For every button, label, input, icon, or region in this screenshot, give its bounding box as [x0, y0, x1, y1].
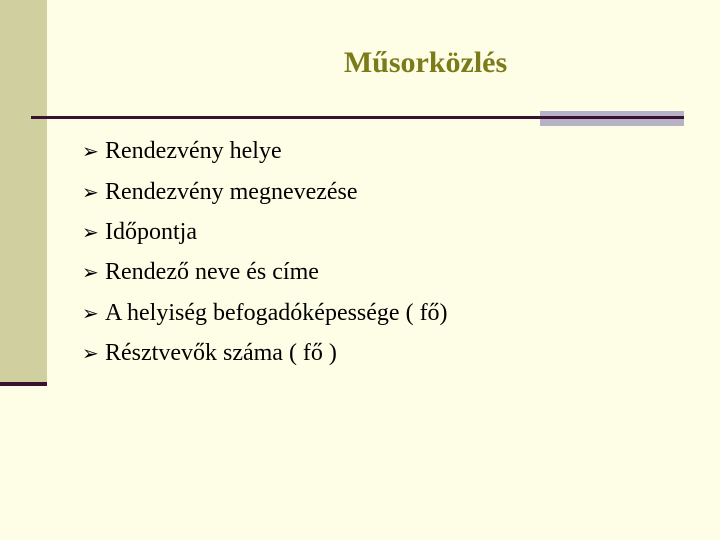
arrow-bullet-icon: ➢	[82, 139, 99, 164]
arrow-bullet-icon: ➢	[82, 300, 99, 325]
arrow-bullet-icon: ➢	[82, 341, 99, 366]
arrow-bullet-icon: ➢	[82, 219, 99, 244]
list-item-text: Rendező neve és címe	[105, 259, 319, 286]
list-item	[82, 212, 448, 252]
list-item	[82, 333, 448, 373]
arrow-bullet-icon: ➢	[82, 260, 99, 285]
slide-title: Műsorközlés	[343, 46, 508, 79]
list-item-text: Rendezvény megnevezése	[105, 178, 358, 205]
list-item	[82, 171, 448, 211]
bullet-list	[82, 131, 448, 373]
list-item	[82, 131, 448, 171]
list-item-text: Résztvevők száma ( fő )	[105, 340, 337, 367]
list-item	[82, 293, 448, 333]
list-item-text: A helyiség befogadóképessége ( fő)	[105, 299, 448, 326]
title-rule-accent-line	[540, 116, 684, 119]
side-decor-bar-foot	[0, 382, 47, 386]
list-item-text: Időpontja	[105, 218, 197, 245]
list-item	[82, 252, 448, 292]
side-decor-bar	[0, 0, 47, 382]
arrow-bullet-icon: ➢	[82, 179, 99, 204]
list-item-text: Rendezvény helye	[105, 138, 282, 165]
